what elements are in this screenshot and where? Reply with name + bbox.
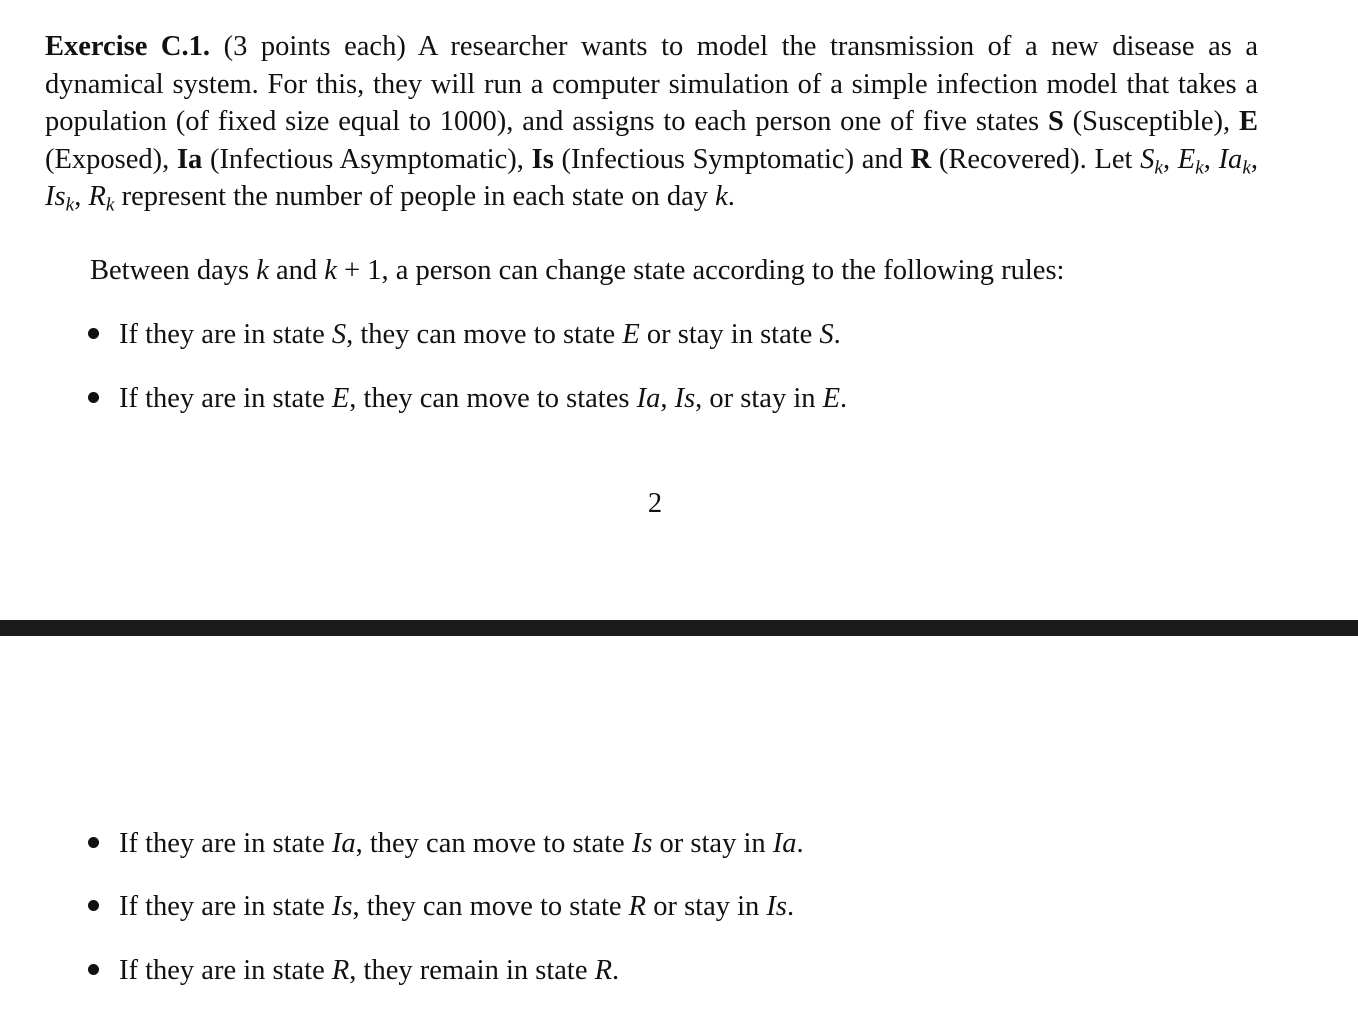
represent-text: represent the number of people in each state on day [121, 181, 708, 213]
page-number: 2 [647, 488, 663, 519]
state-s: S [1047, 106, 1064, 138]
state-ia: Ia [176, 143, 203, 175]
bullet-icon [88, 837, 99, 848]
bullet-icon [88, 900, 99, 911]
exercise-heading: Exercise C.1. [45, 31, 210, 62]
rules-intro: Between days k and k + 1, a person can change state according to the following rules: [90, 255, 1065, 286]
day-variable: k [715, 181, 728, 213]
label-is: (Infectious Symptomatic) and [561, 143, 903, 175]
rule-item-ia: If they are in state Ia, they can move to state Is or stay in Ia. [88, 825, 804, 863]
exercise-paragraph: Exercise C.1. (3 points each) A researcher wants to model the transmission of a new disease as a dynamical system. For this, they will run a computer simulation of a simple infection model that takes a population (of fixed size equal to 1000), and assigns to each person one of five states S (Susceptible), E (Exposed), Ia (Infectious Asymptomatic), Is (Infectious Symptomatic) and R (Recovered). Let $S_k$, $E_k$, $Ia_k$, $Is_k$, $R_k$ represent the number of people in each state on day k. [45, 31, 1259, 216]
label-s: (Susceptible), [1072, 106, 1231, 138]
label-ia: (Infectious Asymptomatic), [209, 143, 524, 175]
state-e: E [1239, 106, 1259, 138]
exercise-points: (3 points each) [223, 31, 406, 62]
rule-item-s: If they are in state S, they can move to state E or stay in state S. [88, 316, 841, 354]
page-bottom [0, 636, 1358, 1010]
rule-item-r: If they are in state R, they remain in state R. [88, 952, 619, 990]
state-variables: $S_k$, $E_k$, $Ia_k$, $Is_k$, $R_k$ [45, 143, 1259, 216]
rule-item-e: If they are in state E, they can move to states Ia, Is, or stay in E. [88, 380, 847, 418]
page-break-divider [0, 620, 1358, 636]
label-e: (Exposed), [45, 143, 170, 175]
exercise-intro: A researcher wants to model the transmission of a new disease as a dynamical system. For this, they will run a computer simulation of a simple infection model that takes a population (of fixed size equal to 1000), and assigns to each person one of five states [45, 31, 1259, 138]
bullet-icon [88, 964, 99, 975]
bullet-icon [88, 392, 99, 403]
rule-item-is: If they are in state Is, they can move to state R or stay in Is. [88, 888, 794, 926]
state-r: R [910, 143, 932, 175]
state-is: Is [531, 143, 554, 175]
label-r: (Recovered). Let [938, 143, 1133, 175]
bullet-icon [88, 328, 99, 339]
